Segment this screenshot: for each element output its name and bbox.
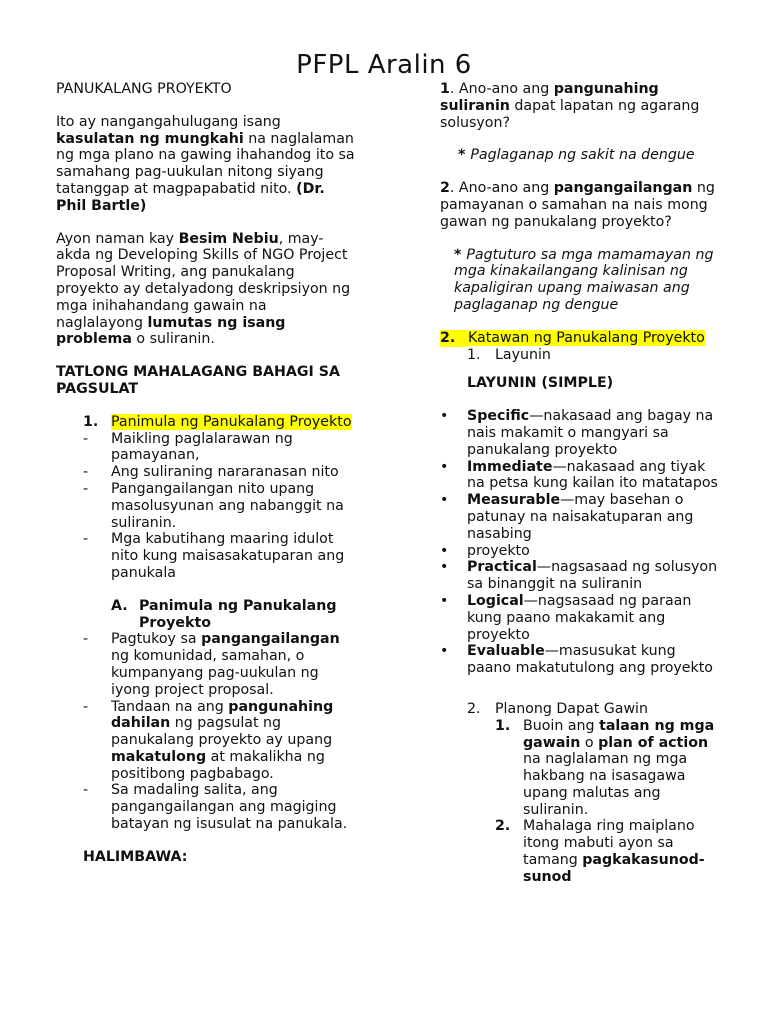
sub-item-1: 1. Layunin xyxy=(467,346,551,363)
bullet-item: • Evaluable—masusukat kung paano makatutulong ang proyekto xyxy=(440,643,713,677)
numbered-item-2: 2. Katawan ng Panukalang Proyekto xyxy=(440,329,705,346)
question-2: 2. Ano-ano ang pangangailangan ng pamayanan o samahan na nais mong gawan ng panukalang proyekto? xyxy=(440,180,715,230)
left-column xyxy=(56,81,356,866)
plan-item-1: 1. Buoin ang talaan ng mga gawain o plan of action na naglalaman ng mga hakbang na isasagawa upang malutas ang suliranin. xyxy=(495,717,715,818)
bullet-item: • Practical—nagsasaad ng solusyon sa binanggit na suliranin xyxy=(440,559,718,593)
bullet-item: • Immediate—nakasaad ang tiyak na petsa kung kailan ito matatapos xyxy=(440,458,718,492)
parts-heading: TATLONG MAHALAGANG BAHAGI SA PAGSULAT xyxy=(56,364,340,397)
definition-paragraph-2: Ayon naman kay Besim Nebiu, may-akda ng Developing Skills of NGO Project Proposal Writing, ang panukalang proyekto ay detalyadong deskripsiyon ng mga inihahandang gawain na naglalayong lumutas ng isang problema o suliranin. xyxy=(56,230,351,348)
list-item: - Ang suliraning nararanasan nito xyxy=(83,464,339,481)
list-item: - Tandaan na ang pangunahing dahilan ng pagsulat ng panukalang proyekto ay upang makatulong at makalikha ng positibong pagbabago. xyxy=(83,698,334,782)
highlighted-label: Panimula ng Panukalang Proyekto xyxy=(111,413,352,430)
right-column xyxy=(440,81,718,886)
example-label: HALIMBAWA: xyxy=(83,848,188,865)
list-item: - Maikling paglalarawan ng pamayanan, xyxy=(83,430,293,464)
list-item: - Pangangailangan nito upang masolusyunan ang nabanggit na suliranin. xyxy=(83,480,344,531)
highlighted-label: Katawan ng Panukalang Proyekto xyxy=(468,329,705,346)
bullet-item: • Specific—nakasaad ang bagay na nais makamit o mangyari sa panukalang proyekto xyxy=(440,408,714,458)
layunin-heading: LAYUNIN (SIMPLE) xyxy=(467,375,614,392)
section-heading: PANUKALANG PROYEKTO xyxy=(56,81,232,97)
list-item: - Sa madaling salita, ang pangangailangan ang magiging batayan ng isusulat na panukala. xyxy=(83,782,348,833)
bullet-item: • Logical—nagsasaad ng paraan kung paano makakamit ang proyekto xyxy=(440,592,692,643)
list-item: - Mga kabutihang maaring idulot nito kung maisasakatuparan ang panukala xyxy=(83,531,345,581)
numbered-item-1: 1. Panimula ng Panukalang Proyekto xyxy=(83,413,352,430)
sub-item-2: 2. Planong Dapat Gawin xyxy=(467,700,648,717)
question-1: 1. Ano-ano ang pangunahing suliranin dapat lapatan ng agarang solusyon? xyxy=(440,81,700,131)
subheading-a: A. Panimula ng Panukalang Proyekto xyxy=(111,597,337,631)
bullet-item: • proyekto xyxy=(440,542,530,559)
bullet-item: • Measurable—may basehan o patunay na naisakatuparan ang nasabing xyxy=(440,492,694,542)
document-title: PFPL Aralin 6 xyxy=(296,50,472,80)
answer-2: * Pagtuturo sa mga mamamayan ng mga kinakailangang kalinisan ng kapaligiran upang maiwasan ang paglaganap ng dengue xyxy=(454,246,714,313)
list-item: - Pagtukoy sa pangangailangan ng komunidad, samahan, o kumpanyang pag-uukulan ng iyong project proposal. xyxy=(83,631,340,698)
answer-1: * Paglaganap ng sakit na dengue xyxy=(458,147,695,164)
definition-paragraph-1: Ito ay nangangahulugang isang kasulatan ng mungkahi na naglalaman ng mga plano na gawing ihahandog ito sa samahang pag-uukulan nitong siyang tatanggap at magpapabatid nito. (Dr. Phil Bartle) xyxy=(56,113,355,214)
plan-item-2: 2. Mahalaga ring maiplano itong mabuti ayon sa tamang pagkakasunod-sunod xyxy=(495,818,705,885)
